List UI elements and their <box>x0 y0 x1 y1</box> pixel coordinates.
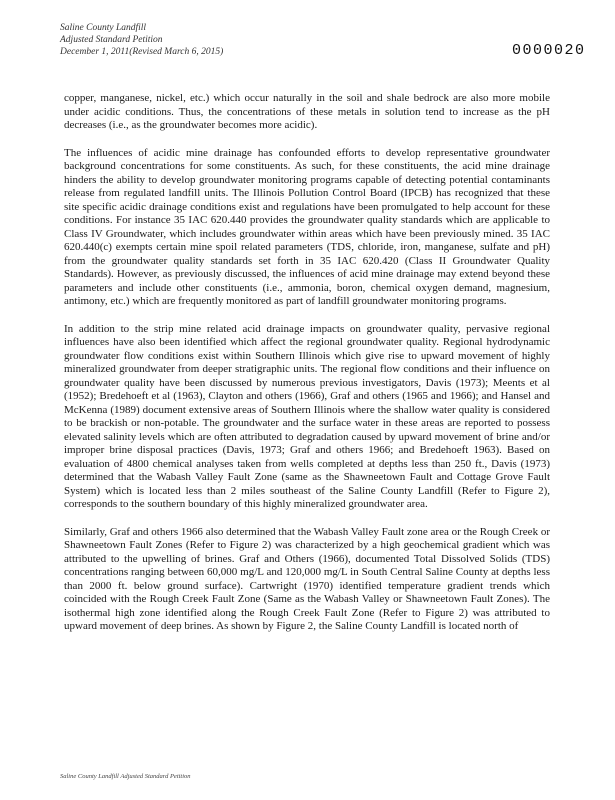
paragraph-3: In addition to the strip mine related acid drainage impacts on groundwater quality, pervasive regional influences have also been identified which affect the regional groundwater quality. Regional hydrodynamic groundwater flow conditions exist within Southern Illinois which give rise to upward movement of highly mineralized groundwater from deeper stratigraphic units. The regional flow conditions and their influence on groundwater quality have been discussed by numerous previous investigators, Davis (1973); Meents et al (1952); Bredehoeft et al (1963), Clayton and others (1966), Graf and others (1965 and 1966); and Hansel and McKenna (1989) document extensive areas of Southern Illinois where the shallow water quality is considered to be brackish or non-potable. The groundwater and the surface water in these areas are reported to possess elevated salinity levels which are often attributed to degradation caused by upward movement of brine and/or improper brine disposal practices (Davis, 1973; Graf and others 1966; and Bredehoeft 1963). Based on evaluation of 4800 chemical analyses taken from wells completed at depths less than 250 ft., Davis (1973) determined that the Wabash Valley Fault Zone (same as the Shawneetown Fault and Cottage Grove Fault System) which is located less than 2 miles southeast of the Saline County Landfill (Refer to Figure 2), corresponds to the southern boundary of this highly mineralized groundwater area. <box>64 322 550 510</box>
paragraph-4: Similarly, Graf and others 1966 also determined that the Wabash Valley Fault zone area or the Rough Creek or Shawneetown Fault Zones (Refer to Figure 2) was characterized by a high geochemical gradient which was attributed to the upwelling of brines. Graf and Others (1966), documented Total Dissolved Solids (TDS) concentrations ranging between 60,000 mg/L and 120,000 mg/L in South Central Saline County at depths less than 2000 ft. below ground surface). Cartwright (1970) identified temperature gradient trends which coincided with the Rough Creek Fault Zone (Same as the Wabash Valley or Shawneetown Fault Zones). The isothermal high zone identified along the Rough Creek Fault Zone (Refer to Figure 2) was attributed to upward movement of deep brines. As shown by Figure 2, the Saline County Landfill is located north of <box>64 525 550 632</box>
paragraph-1: copper, manganese, nickel, etc.) which occur naturally in the soil and shale bedrock are also more mobile under acidic conditions. Thus, the concentrations of these metals in solution tend to increase as the pH decreases (i.e., as the groundwater becomes more acidic). <box>64 92 550 131</box>
header-line-1: Saline County Landfill <box>60 23 147 33</box>
header-line-3: December 1, 2011(Revised March 6, 2015) <box>60 47 224 57</box>
page-number: 0000020 <box>512 42 586 59</box>
document-footer: Saline County Landfill Adjusted Standard Petition <box>60 773 191 780</box>
header-line-2: Adjusted Standard Petition <box>60 35 163 45</box>
document-header <box>60 22 223 58</box>
document-body <box>64 92 550 648</box>
paragraph-2: The influences of acidic mine drainage has confounded efforts to develop representative groundwater background concentrations for some constituents. As such, for these constituents, the acid mine drainage hinders the ability to develop groundwater monitoring programs capable of detecting potential contaminants release from regulated landfill units. The Illinois Pollution Control Board (IPCB) has recognized that these site specific acidic drainage conditions exist and regulations have been promulgated to help account for these conditions. For instance 35 IAC 620.440 provides the groundwater quality standards which are applicable to Class IV Groundwater, which includes groundwater within areas which have been previously mined. 35 IAC 620.440(c) exempts certain mine spoil related parameters (TDS, chloride, iron, manganese, sulfate and pH) from the groundwater quality standards set forth in 35 IAC 620.420 (Class II Groundwater Quality Standards). However, as previously discussed, the influences of acid mine drainage may extend beyond these parameters and include other constituents (i.e., ammonia, boron, chemical oxygen demand, magnesium, antimony, etc.) which are frequently monitored as part of landfill groundwater monitoring programs. <box>64 146 550 307</box>
